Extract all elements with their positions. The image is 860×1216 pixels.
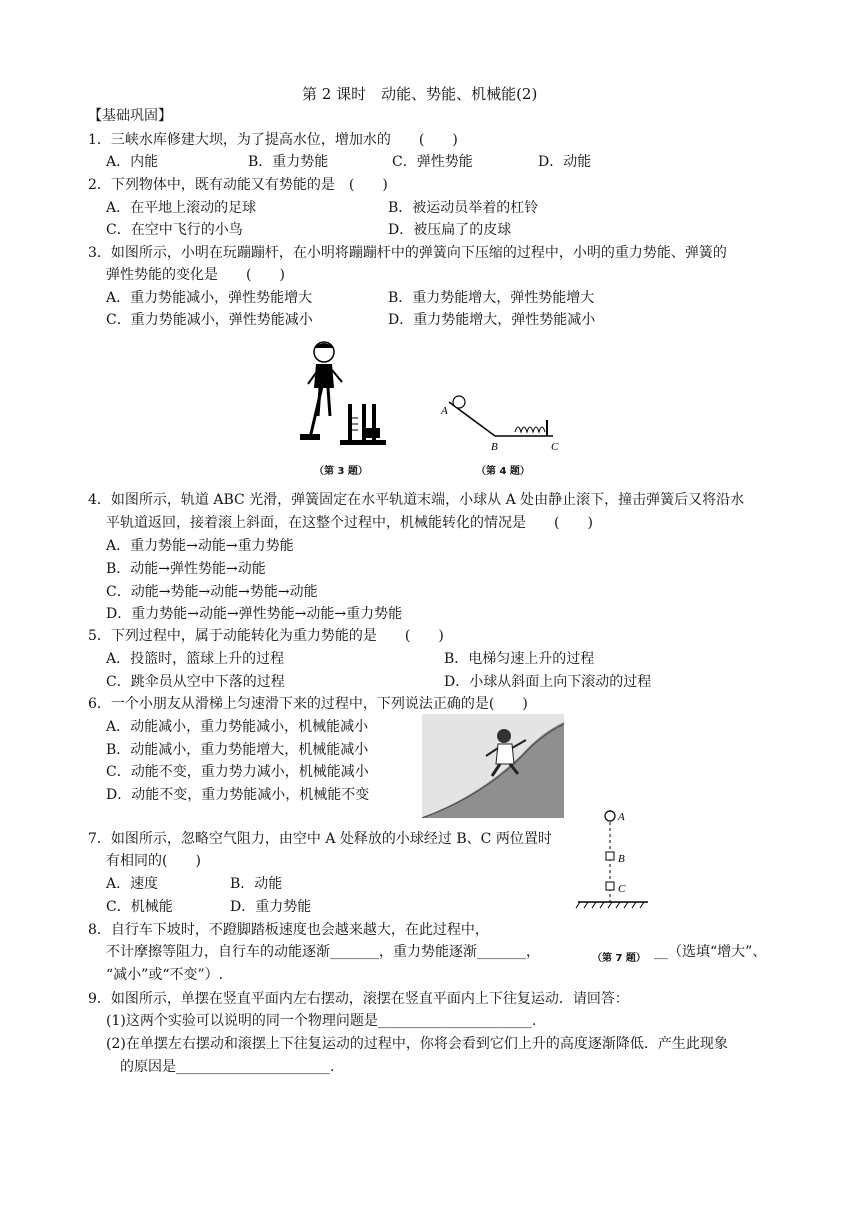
- q3-option-c: C．重力势能减小，弹性势能减小: [106, 312, 313, 328]
- q8-stem-line3: “减小”或“不变”）.: [106, 967, 224, 983]
- q1-option-b: B．重力势能: [248, 154, 329, 170]
- figure-7-caption: （第 7 题）: [592, 953, 646, 964]
- q9-sub1: (1)这两个实验可以说明的同一个物理问题是______________________.: [106, 1013, 537, 1029]
- q6-option-a: A．动能减小，重力势能减小，机械能减小: [106, 719, 369, 735]
- label-b: B: [491, 441, 498, 452]
- q6-option-d: D．动能不变，重力势能减小，机械能不变: [106, 787, 370, 803]
- falling-ball-figure: [574, 802, 654, 914]
- q8-stem-tail: __（选填“增大”、: [654, 944, 767, 960]
- figure-4-caption: （第 4 题）: [476, 466, 530, 477]
- q3-option-a: A．重力势能减小，弹性势能增大: [106, 290, 313, 306]
- q8-stem-line2: 不计摩擦等阻力，自行车的动能逐渐_______，重力势能逐渐_______，: [106, 944, 540, 960]
- q9-sub2-line1: (2)在单摆左右摆动和滚摆上下往复运动的过程中，你将会看到它们上升的高度逐渐降低．产生此现象: [106, 1036, 728, 1052]
- q2-option-c: C．在空中飞行的小鸟: [106, 222, 243, 238]
- q7-option-c: C．机械能: [106, 899, 173, 915]
- q2-stem: 2．下列物体中，既有动能又有势能的是 ( ): [88, 177, 388, 193]
- q3-stem-line1: 3．如图所示，小明在玩蹦蹦杆，在小明将蹦蹦杆中的弹簧向下压缩的过程中，小明的重力势能、弹簧的: [88, 245, 727, 261]
- q2-option-d: D．被压扁了的皮球: [388, 222, 512, 238]
- q7-stem-line2: 有相同的( ): [106, 853, 201, 869]
- q7-option-d: D．重力势能: [230, 899, 312, 915]
- q9-stem: 9．如图所示，单摆在竖直平面内左右摆动，滚摆在竖直平面内上下往复运动．请回答：: [88, 991, 629, 1007]
- slide-photo: [422, 714, 564, 818]
- q9-sub2-line2: 的原因是______________________.: [120, 1059, 335, 1075]
- q5-option-d: D．小球从斜面上向下滚动的过程: [444, 674, 652, 690]
- label-b: B: [618, 853, 625, 865]
- q2-option-a: A．在平地上滚动的足球: [106, 200, 257, 216]
- q3-stem-line2: 弹性势能的变化是 ( ): [106, 267, 285, 283]
- section-heading: 【基础巩固】: [88, 108, 172, 124]
- q7-option-b: B．动能: [230, 876, 283, 892]
- q1-option-d: D．动能: [538, 154, 592, 170]
- q5-stem: 5．下列过程中，属于动能转化为重力势能的是 ( ): [88, 628, 444, 644]
- q6-option-b: B．动能减小，重力势能增大，机械能减小: [106, 742, 369, 758]
- q1-option-a: A．内能: [106, 154, 159, 170]
- q4-option-b: B．动能→弹性势能→动能: [106, 561, 266, 577]
- q4-option-c: C．动能→势能→动能→势能→动能: [106, 584, 318, 600]
- q2-option-b: B．被运动员举着的杠铃: [388, 200, 539, 216]
- q5-option-b: B．电梯匀速上升的过程: [444, 651, 595, 667]
- q7-stem-line1: 7．如图所示，忽略空气阻力，由空中 A 处释放的小球经过 B、C 两位置时: [88, 831, 552, 847]
- q5-option-a: A．投篮时，篮球上升的过程: [106, 651, 285, 667]
- q6-stem: 6．一个小朋友从滑梯上匀速滑下来的过程中，下列说法正确的是( ): [88, 696, 528, 712]
- track-figure: [435, 392, 565, 452]
- q6-option-c: C．动能不变，重力势力减小，机械能减小: [106, 764, 369, 780]
- label-c: C: [551, 441, 559, 452]
- q3-option-b: B．重力势能增大，弹性势能增大: [388, 290, 595, 306]
- q5-option-c: C．跳伞员从空中下落的过程: [106, 674, 285, 690]
- q7-option-a: A．速度: [106, 876, 159, 892]
- pogo-stick-figure: [290, 338, 400, 450]
- q1-stem: 1．三峡水库修建大坝，为了提高水位，增加水的 ( ): [88, 132, 458, 148]
- q8-stem-line1: 8．自行车下坡时，不蹬脚踏板速度也会越来越大，在此过程中，: [88, 922, 489, 938]
- label-a: A: [618, 811, 625, 823]
- q1-option-c: C．弹性势能: [392, 154, 473, 170]
- q4-option-a: A．重力势能→动能→重力势能: [106, 538, 294, 554]
- label-a: A: [441, 405, 448, 417]
- page-title: 第 2 课时 动能、势能、机械能(2): [302, 85, 538, 103]
- q4-stem-line1: 4．如图所示，轨道 ABC 光滑，弹簧固定在水平轨道末端，小球从 A 处由静止滚下，撞击弹簧后又将沿水: [88, 492, 745, 508]
- q3-option-d: D．重力势能增大，弹性势能减小: [388, 312, 596, 328]
- q4-option-d: D．重力势能→动能→弹性势能→动能→重力势能: [106, 606, 403, 622]
- figure-3-caption: （第 3 题）: [314, 466, 368, 477]
- label-c: C: [618, 883, 626, 895]
- q4-stem-line2: 平轨道返回，接着滚上斜面，在这整个过程中，机械能转化的情况是 ( ): [106, 515, 593, 531]
